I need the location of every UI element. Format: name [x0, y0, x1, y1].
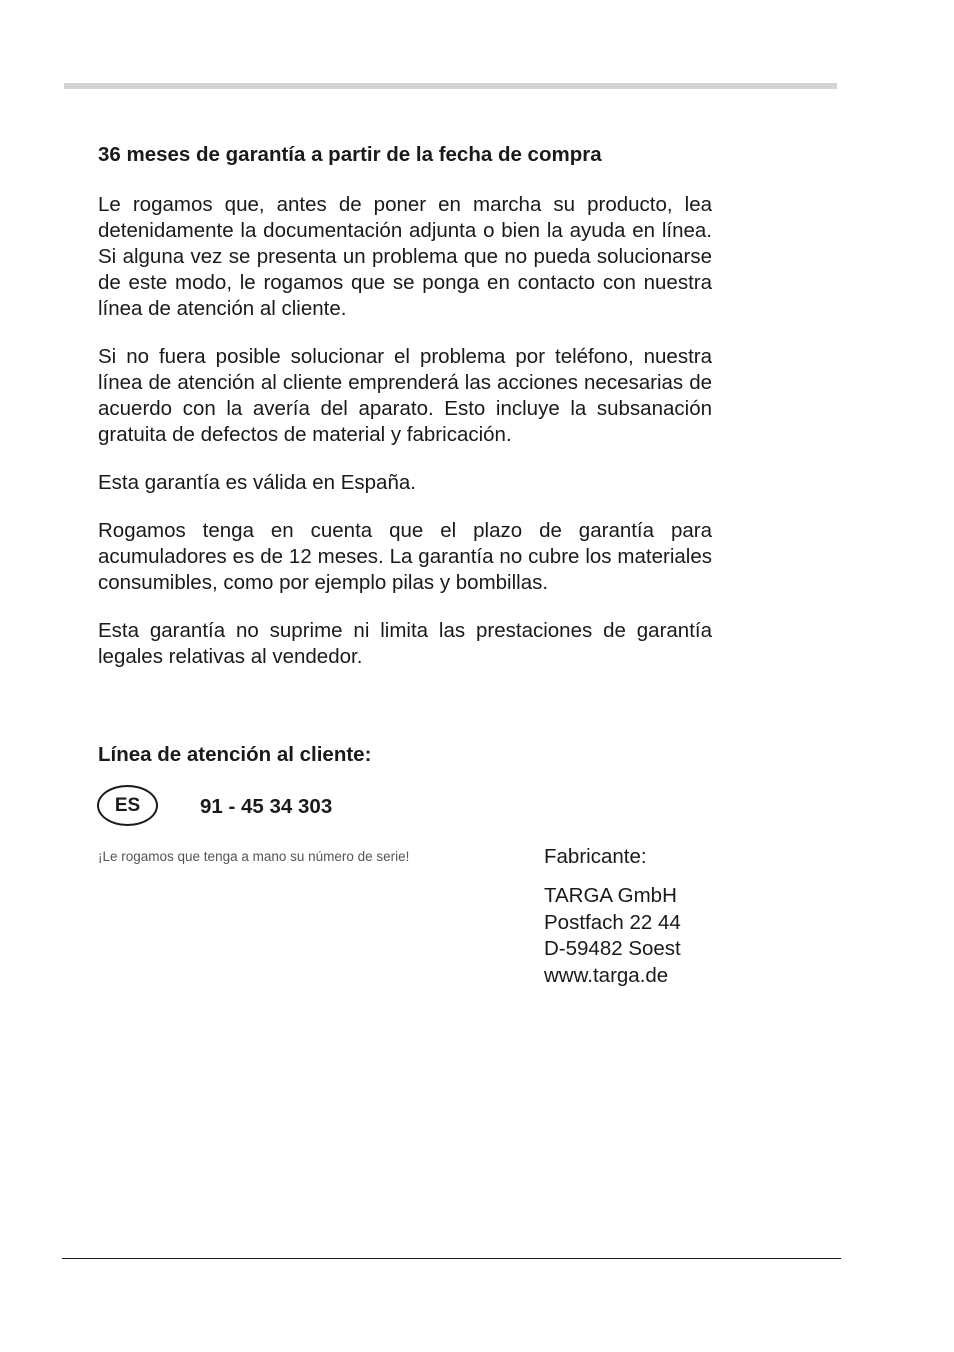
paragraph-instructions: Le rogamos que, antes de poner en marcha su producto, lea detenidamente la documentación adjunta o bien la ayuda en línea. Si alguna vez se presenta un problema que no pueda solucionarse de este modo, le rogamos que se ponga en contacto con nuestra línea de atención al cliente. [98, 193, 712, 320]
paragraph-validity: Esta garantía es válida en España. [98, 471, 416, 494]
bottom-divider [62, 1258, 841, 1259]
address-website: www.targa.de [544, 963, 669, 987]
hotline-phone: 91 - 45 34 303 [200, 795, 333, 818]
address-pobox: Postfach 22 44 [544, 910, 681, 934]
manufacturer-label: Fabricante: [544, 845, 647, 868]
hotline-heading: Línea de atención al cliente: [98, 743, 372, 766]
serial-number-note: ¡Le rogamos que tenga a mano su número de serie! [98, 849, 410, 864]
top-divider [64, 83, 837, 89]
address-company: TARGA GmbH [544, 884, 677, 907]
address-city: D-59482 Soest [544, 937, 681, 960]
page-title: 36 meses de garantía a partir de la fecha de compra [98, 143, 602, 166]
country-badge: ES [97, 785, 158, 826]
paragraph-repair: Si no fuera posible solucionar el problema por teléfono, nuestra línea de atención al cliente emprenderá las acciones necesarias de acuerdo con la avería del aparato. Esto incluye la subsanación gratuita de defectos de material y fabricación. [98, 345, 712, 446]
warranty-text [98, 140, 712, 670]
manufacturer-address [544, 883, 681, 989]
paragraph-batteries: Rogamos tenga en cuenta que el plazo de garantía para acumuladores es de 12 meses. La garantía no cubre los materiales consumibles, como por ejemplo pilas y bombillas. [98, 519, 712, 594]
paragraph-legal: Esta garantía no suprime ni limita las prestaciones de garantía legales relativas al vendedor. [98, 619, 712, 668]
